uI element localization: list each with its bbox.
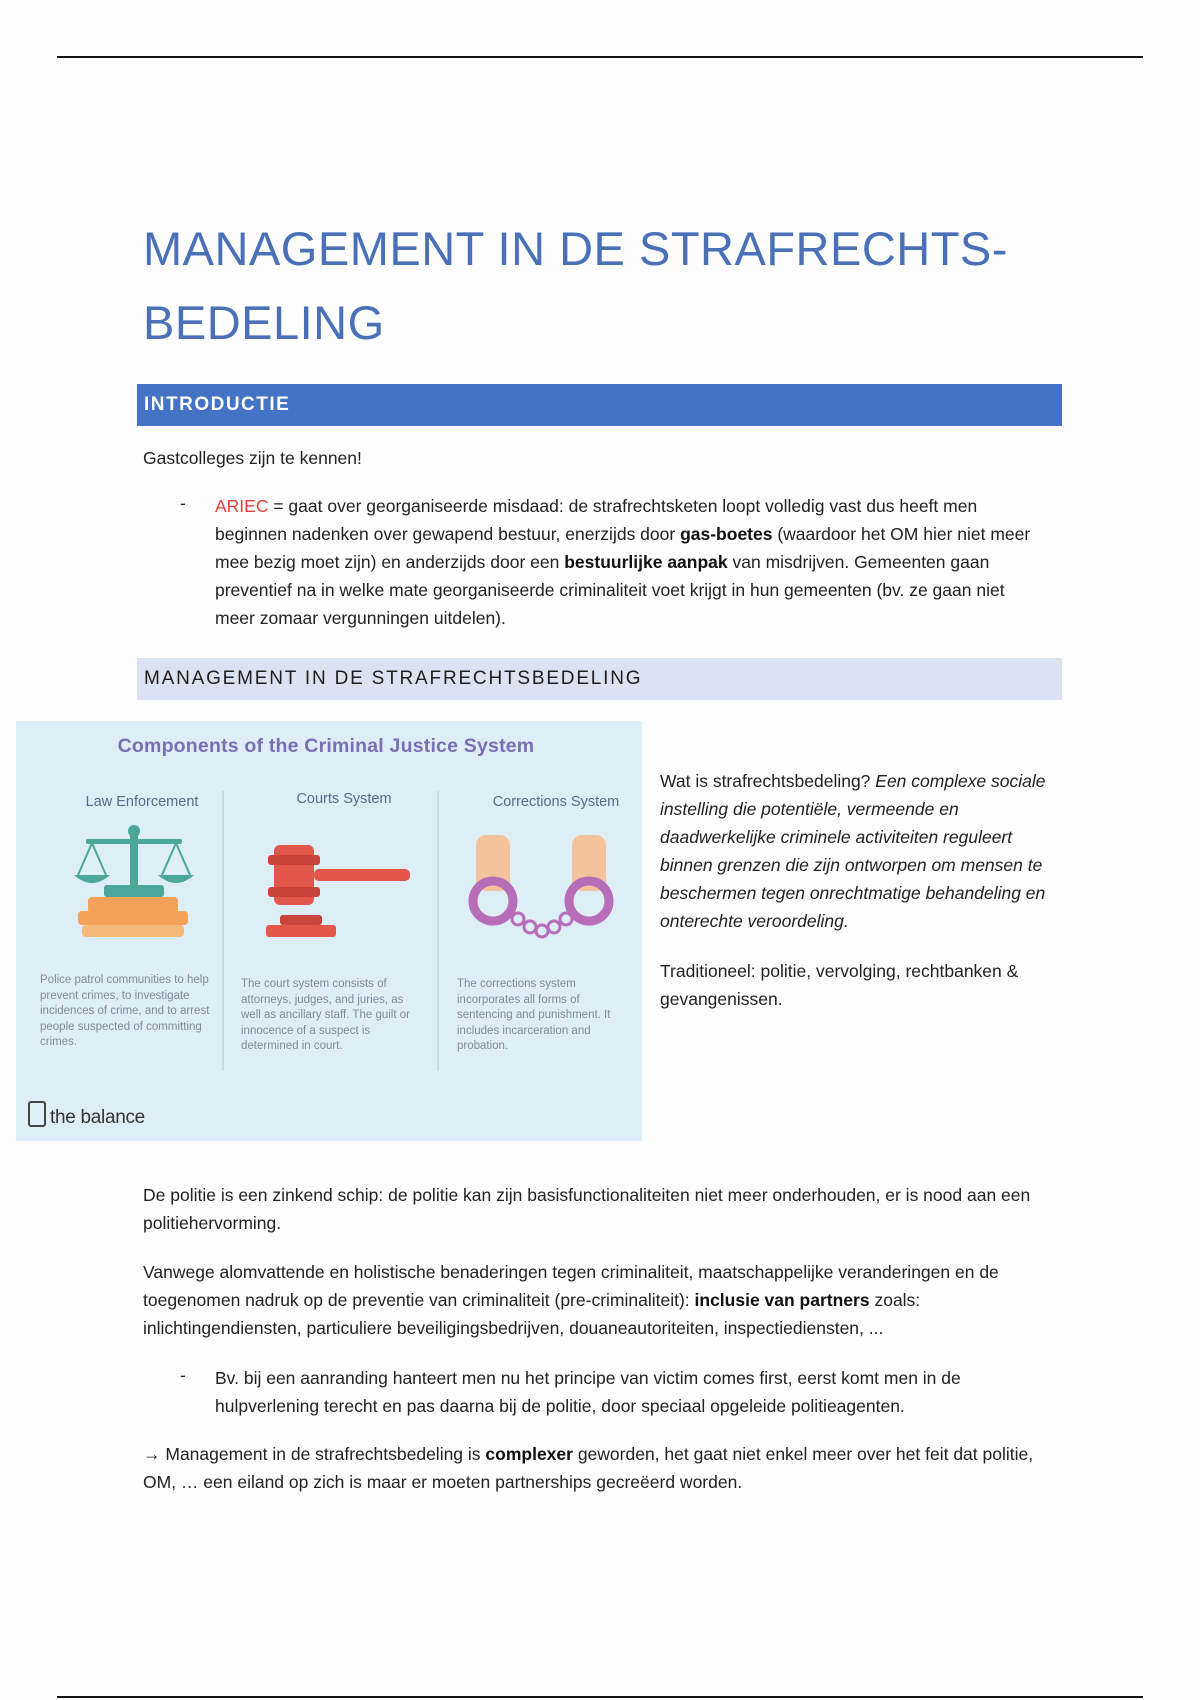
victim-bullet: Bv. bij een aanranding hanteert men nu het principe van victim comes first, eerst komt men in de hulpverlening terecht en pas daarna bij de politie, door speciaal opgeleide politieagenten. (215, 1368, 961, 1416)
section-heading-introductie: INTRODUCTIE (137, 384, 1062, 426)
column-divider (222, 791, 224, 1071)
traditional-text: Traditioneel: politie, vervolging, rechtbanken & gevangenissen. (660, 961, 1019, 1009)
criminal-justice-infographic (16, 721, 642, 1141)
infographic-title: Components of the Criminal Justice System (117, 735, 535, 757)
column-heading-courts: Courts System (296, 791, 392, 807)
the-balance-logo-icon (28, 1101, 46, 1127)
partners-paragraph: Vanwege alomvattende en holistische benaderingen tegen criminaliteit, maatschappelijke veranderingen en de toegenomen nadruk op de preventie van criminaliteit (pre-criminaliteit): inclusie van partners zoals: inlichtingendiensten, particuliere beveiligingsbedrijven, douaneautoriteiten, inspectiediensten, ... (143, 1262, 999, 1338)
top-rule (57, 56, 1143, 58)
ariec-term: ARIEC (215, 496, 269, 516)
column-text-corrections: The corrections system incorporates all forms of sentencing and punishment. It includes incarceration and probation. (457, 978, 611, 1052)
the-balance-logo: the balance (28, 1101, 145, 1129)
gas-boetes: gas-boetes (680, 524, 773, 544)
column-heading-corrections: Corrections System (492, 794, 620, 810)
intro-text: Gastcolleges zijn te kennen! (143, 448, 362, 468)
ariec-bullet: ARIEC = gaat over georganiseerde misdaad: de strafrechtsketen loopt volledig vast dus heeft men beginnen nadenken over gewapend bestuur, enerzijds door gas-boetes (waardoor het OM hier niet meer mee bezig moet zijn) en anderzijds door een bestuurlijke aanpak van misdrijven. Gemeenten gaan preventief na in welke mate georganiseerde criminaliteit voet krijgt in hun gemeenten (bv. ze gaan niet meer zomaar vergunningen uitdelen). (215, 496, 1031, 628)
scales-of-justice-icon (64, 821, 204, 951)
column-text-law-enforcement: Police patrol communities to help prevent crimes, to investigate incidences of crime, and to arrest people suspected of committing crimes. (40, 974, 210, 1048)
bestuurlijke-aanpak: bestuurlijke aanpak (564, 552, 728, 572)
conclusion-paragraph: → Management in de strafrechtsbedeling is complexer geworden, het gaat niet enkel meer over het feit dat politie, OM, … een eiland op zich is maar er moeten partnerships gecreëerd worden. (143, 1444, 1034, 1492)
inclusie-van-partners: inclusie van partners (694, 1290, 870, 1310)
title-line-2: BEDELING (143, 296, 385, 349)
definition-text: Wat is strafrechtsbedeling? Een complexe sociale instelling die potentiële, vermeende en daadwerkelijke criminele activiteiten reguleert binnen grenzen die zijn ontworpen om mensen te beschermen tegen onrechtmatige behandeling en onterechte veroordeling. (660, 771, 1046, 931)
bullet-dash: - (180, 493, 186, 513)
bullet-dash: - (180, 1365, 186, 1385)
politie-paragraph: De politie is een zinkend schip: de politie kan zijn basisfunctionaliteiten niet meer onderhouden, er is nood aan een politiehervorming. (143, 1185, 1031, 1233)
bottom-rule (57, 1696, 1143, 1698)
handcuffs-icon (466, 831, 616, 951)
page-title (143, 212, 1143, 360)
column-heading-law-enforcement: Law Enforcement (85, 794, 199, 810)
title-line-1: MANAGEMENT IN DE STRAFRECHTS- (143, 222, 1008, 275)
complexer: complexer (485, 1444, 573, 1464)
column-divider (437, 791, 439, 1071)
gavel-icon (256, 839, 416, 949)
section-heading-management: MANAGEMENT IN DE STRAFRECHTSBEDELING (137, 658, 1062, 700)
column-text-courts: The court system consists of attorneys, judges, and juries, as well as ancillary staff. The guilt or innocence of a suspect is determined in court. (241, 978, 410, 1052)
